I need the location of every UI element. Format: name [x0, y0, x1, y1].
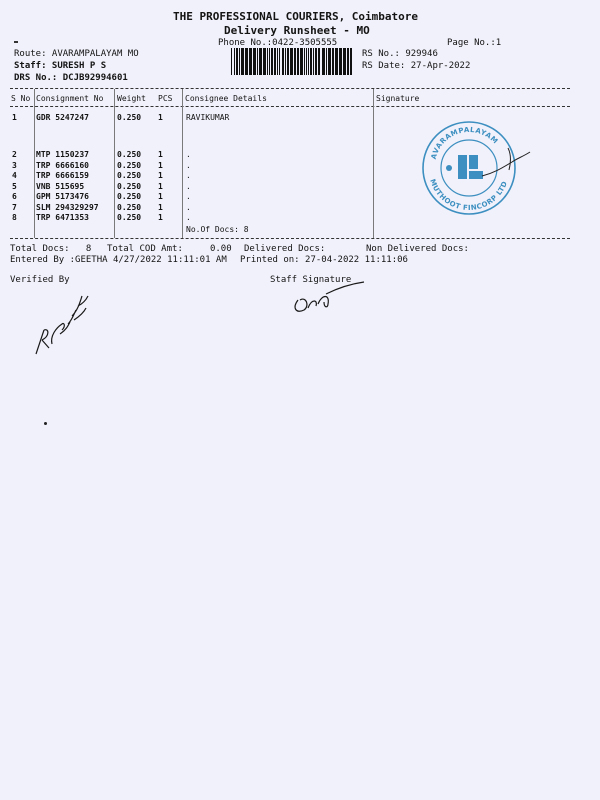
barcode-bar: [308, 48, 309, 75]
column-header-weight: Weight: [117, 94, 146, 103]
staff-signature-label: Staff Signature: [270, 275, 352, 285]
barcode-bar: [267, 48, 268, 75]
delivered-docs: Delivered Docs:: [244, 244, 326, 254]
barcode-bar: [315, 48, 317, 75]
row-consignment: TRP 6666159: [36, 171, 89, 180]
page-number: Page No.:1: [447, 38, 502, 48]
column-header-signature: Signature: [376, 94, 420, 103]
column-divider: [34, 89, 35, 238]
row-weight: 0.250: [117, 113, 142, 122]
staff-name: Staff: SURESH P S: [14, 61, 107, 71]
barcode-bar: [257, 48, 258, 75]
non-delivered-docs: Non Delivered Docs:: [366, 244, 469, 254]
column-header-pcs: PCS: [158, 94, 173, 103]
barcode-bar: [328, 48, 331, 75]
row-sno: 4: [12, 171, 17, 180]
row-weight: 0.250: [117, 160, 142, 170]
barcode-bar: [335, 48, 338, 75]
barcode-bar: [269, 48, 270, 75]
barcode-bar: [290, 48, 293, 75]
barcode-bar: [300, 48, 303, 75]
row-consignment: VNB 515695: [36, 181, 85, 191]
barcode-bar: [234, 48, 235, 75]
entered-by: Entered By :GEETHA 4/27/2022 11:11:01 AM: [10, 255, 227, 265]
column-divider: [182, 89, 183, 238]
row-weight: 0.250: [117, 192, 142, 201]
row-sno: 5: [12, 181, 17, 191]
row-sno: 7: [12, 202, 17, 212]
barcode-bar: [322, 48, 325, 75]
barcode-bar: [271, 48, 273, 75]
barcode-bar: [313, 48, 314, 75]
row-consignment: GPM 5173476: [36, 192, 89, 201]
row-consignment: TRP 6666160: [36, 160, 89, 170]
row-consignee: .: [186, 150, 191, 159]
barcode-bar: [287, 48, 289, 75]
row-consignee: .: [186, 192, 191, 201]
barcode-bar: [297, 48, 299, 75]
verifier-signature: [22, 286, 92, 358]
row-weight: 0.250: [117, 213, 142, 222]
stamp-logo: [458, 155, 467, 179]
barcode-bar: [318, 48, 320, 75]
barcode-bar: [282, 48, 284, 75]
svg-text:MUTHOOT FINCORP LTD: MUTHOOT FINCORP LTD: [428, 177, 510, 213]
barcode-bar: [253, 48, 256, 75]
row-consignment: SLM 294329297: [36, 202, 99, 212]
barcode-bar: [294, 48, 296, 75]
row-consignment: MTP 1150237: [36, 150, 89, 159]
table-header-rule: [10, 106, 570, 107]
barcode-bar: [347, 48, 349, 75]
barcode-bar: [310, 48, 312, 75]
route: Route: AVARAMPALAYAM MO: [14, 49, 139, 59]
barcode-bar: [350, 48, 352, 75]
row-sno: 2: [12, 150, 17, 159]
drs-number: DRS No.: DCJB92994601: [14, 73, 128, 83]
barcode-bar: [263, 48, 266, 75]
row-pcs: 1: [158, 192, 163, 201]
column-divider: [373, 89, 374, 238]
row-consignee: .: [186, 202, 191, 212]
barcode-bar: [332, 48, 334, 75]
row-pcs: 1: [158, 202, 163, 212]
row-weight: 0.250: [117, 150, 142, 159]
column-divider: [114, 89, 115, 238]
barcode-bar: [274, 48, 276, 75]
column-header-consignee: Consignee Details: [185, 94, 267, 103]
barcode-bar: [241, 48, 244, 75]
staff-signature: [288, 280, 368, 318]
barcode-bar: [304, 48, 305, 75]
row-sno: 8: [12, 213, 17, 222]
scan-mark: [14, 41, 18, 43]
barcode-bar: [306, 48, 307, 75]
barcode-bar: [277, 48, 278, 75]
barcode-bar: [239, 48, 240, 75]
row-weight: 0.250: [117, 181, 142, 191]
row-pcs: 1: [158, 213, 163, 222]
row-consignee: .: [186, 171, 191, 180]
barcode: [230, 48, 354, 76]
barcode-bar: [249, 48, 252, 75]
barcode-bar: [236, 48, 238, 75]
row-sno: 1: [12, 113, 17, 122]
column-header-consignment: Consignment No: [36, 94, 104, 103]
row-consignee: RAVIKUMAR: [186, 113, 230, 122]
column-header-sno: S No: [11, 94, 31, 103]
barcode-bar: [231, 48, 232, 75]
total-cod-amount: Total COD Amt: 0.00: [107, 244, 232, 254]
stamp-signature-stroke: [482, 148, 530, 176]
barcode-bar: [339, 48, 342, 75]
rs-number: RS No.: 929946: [362, 49, 438, 59]
row-consignment: GDR 5247247: [36, 113, 89, 122]
row-pcs: 1: [158, 181, 163, 191]
row-pcs: 1: [158, 171, 163, 180]
phone-number: Phone No.:0422-3505555: [218, 38, 338, 48]
company-name: THE PROFESSIONAL COURIERS, Coimbatore: [173, 10, 419, 23]
no-of-docs: No.Of Docs: 8: [186, 225, 249, 234]
barcode-bar: [285, 48, 286, 75]
row-pcs: 1: [158, 160, 163, 170]
table-top-rule: [10, 88, 570, 89]
barcode-bar: [245, 48, 248, 75]
row-weight: 0.250: [117, 202, 142, 212]
row-consignee: .: [186, 160, 191, 170]
runsheet-title: Delivery Runsheet - MO: [224, 24, 370, 37]
row-consignee: .: [186, 213, 191, 222]
row-consignee: .: [186, 181, 191, 191]
rs-date: RS Date: 27-Apr-2022: [362, 61, 471, 71]
row-pcs: 1: [158, 113, 163, 122]
table-bottom-rule: [10, 238, 570, 239]
row-pcs: 1: [158, 150, 163, 159]
row-sno: 6: [12, 192, 17, 201]
svg-text:AVARAMPALAYAM: AVARAMPALAYAM: [429, 125, 500, 161]
verified-by-label: Verified By: [10, 275, 70, 285]
row-weight: 0.250: [117, 171, 142, 180]
barcode-bar: [259, 48, 262, 75]
printed-on: Printed on: 27-04-2022 11:11:06: [240, 255, 408, 265]
company-stamp: [412, 118, 532, 218]
row-consignment: TRP 6471353: [36, 213, 89, 222]
barcode-bar: [343, 48, 346, 75]
row-sno: 3: [12, 160, 17, 170]
barcode-bar: [279, 48, 280, 75]
barcode-bar: [326, 48, 327, 75]
total-docs: Total Docs: 8: [10, 244, 92, 254]
scan-mark: [44, 422, 47, 425]
